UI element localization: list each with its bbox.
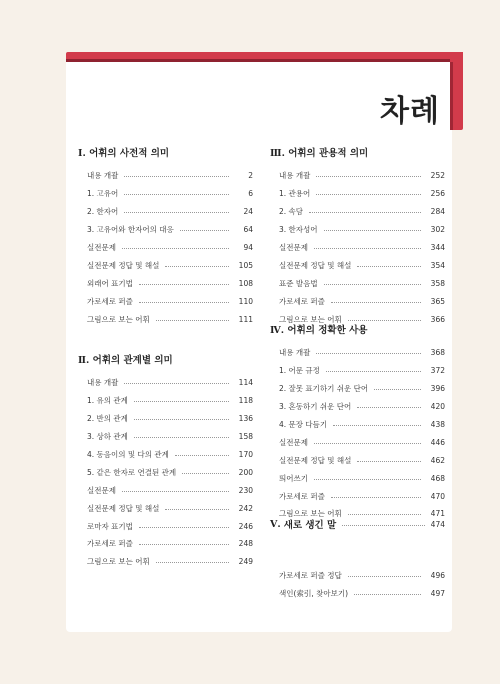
dot-leader	[124, 383, 229, 384]
dot-leader	[156, 320, 229, 321]
toc-appendix	[270, 567, 445, 603]
dot-leader	[165, 509, 229, 510]
decorative-band-shadow	[66, 59, 463, 62]
dot-leader	[316, 353, 421, 354]
toc-entry[interactable]: 실전문제 94	[87, 243, 253, 252]
dot-leader	[122, 248, 229, 249]
dot-leader	[357, 461, 421, 462]
toc-entry[interactable]: 그림으로 보는 어휘 111	[87, 314, 253, 324]
toc-entry[interactable]: 4. 문장 다듬기 438	[279, 420, 445, 429]
dot-leader	[156, 562, 229, 563]
toc-entry[interactable]: 5. 같은 한자로 연결된 관계 200	[87, 467, 253, 477]
section-heading-with-page: Ⅴ. 새로 생긴 말 474	[270, 518, 445, 531]
dot-leader	[348, 320, 421, 321]
dot-leader	[357, 407, 421, 408]
dot-leader	[316, 194, 421, 195]
dot-leader	[134, 419, 229, 420]
toc-entry[interactable]: 가로세로 퍼즐 248	[87, 539, 253, 549]
toc-entry[interactable]: 실전문제 344	[279, 243, 445, 252]
toc-section-4	[270, 322, 445, 523]
toc-entry[interactable]: 3. 혼동하기 쉬운 단어 420	[279, 402, 445, 412]
dot-leader	[342, 525, 424, 526]
section-heading: Ⅲ. 어휘의 관용적 의미	[270, 148, 369, 159]
toc-entry[interactable]: 2. 반의 관계 136	[87, 414, 253, 424]
dot-leader	[175, 455, 229, 456]
dot-leader	[180, 230, 229, 231]
toc-entry[interactable]: 내용 개괄 114	[87, 378, 253, 388]
dot-leader	[134, 401, 229, 402]
dot-leader	[314, 443, 421, 444]
dot-leader	[139, 527, 229, 528]
toc-entry[interactable]: 실전문제 정답 및 해설 105	[87, 260, 253, 270]
toc-entry[interactable]: 실전문제 230	[87, 485, 253, 495]
toc-entry[interactable]: 실전문제 446	[279, 437, 445, 447]
toc-entry[interactable]: 띄어쓰기 468	[279, 473, 445, 483]
toc-entry[interactable]: 그림으로 보는 어휘 249	[87, 557, 253, 567]
dot-leader	[333, 425, 421, 426]
dot-leader	[326, 371, 421, 372]
toc-entry[interactable]: 가로세로 퍼즐 110	[87, 296, 253, 306]
toc-entry[interactable]: 3. 고유어와 한자어의 대응 64	[87, 225, 253, 235]
dot-leader	[139, 544, 229, 545]
toc-entry[interactable]: 그림으로 보는 어휘 471	[279, 509, 445, 519]
dot-leader	[122, 491, 229, 492]
toc-entry[interactable]: 내용 개괄 2	[87, 171, 253, 181]
toc-entry[interactable]: 색인(索引, 찾아보기) 497	[279, 589, 445, 599]
dot-leader	[314, 479, 421, 480]
dot-leader	[139, 284, 229, 285]
dot-leader	[314, 248, 421, 249]
decorative-ribbon-shadow	[450, 62, 453, 130]
dot-leader	[374, 389, 421, 390]
toc-entry[interactable]: 내용 개괄 252	[279, 171, 445, 181]
dot-leader	[316, 176, 421, 177]
dot-leader	[331, 497, 421, 498]
toc-entry[interactable]: 2. 속담 284	[279, 207, 445, 217]
section-heading: Ⅳ. 어휘의 정확한 사용	[270, 325, 368, 336]
dot-leader	[331, 302, 421, 303]
toc-entry[interactable]: 실전문제 정답 및 해설 242	[87, 503, 253, 513]
section-heading: Ⅱ. 어휘의 관계별 의미	[78, 355, 173, 366]
dot-leader	[124, 176, 229, 177]
dot-leader	[134, 437, 229, 438]
toc-entry[interactable]: 1. 유의 관계 118	[87, 396, 253, 406]
toc-entry[interactable]: 내용 개괄 368	[279, 348, 445, 358]
dot-leader	[324, 284, 421, 285]
toc-entry[interactable]: 2. 잘못 표기하기 쉬운 단어 396	[279, 384, 445, 394]
toc-entry[interactable]: 가로세로 퍼즐 365	[279, 296, 445, 306]
dot-leader	[357, 266, 421, 267]
page-title: 차례	[380, 94, 440, 129]
toc-section-3	[270, 145, 445, 328]
dot-leader	[124, 212, 229, 213]
dot-leader	[124, 194, 229, 195]
toc-entry[interactable]: 그림으로 보는 어휘 366	[279, 314, 445, 324]
toc-entry[interactable]: 2. 한자어 24	[87, 207, 253, 217]
toc-entry[interactable]: 실전문제 정답 및 해설 354	[279, 260, 445, 270]
toc-entry[interactable]: 외래어 표기법 108	[87, 278, 253, 288]
toc-section-2	[78, 352, 253, 571]
toc-section-5[interactable]	[270, 517, 445, 531]
dot-leader	[182, 473, 229, 474]
toc-entry[interactable]: 1. 어문 규정 372	[279, 366, 445, 376]
toc-entry[interactable]: 가로세로 퍼즐 정답 496	[279, 571, 445, 581]
toc-entry[interactable]: 3. 한자성어 302	[279, 225, 445, 235]
toc-section-1	[78, 145, 253, 328]
section-heading: Ⅰ. 어휘의 사전적 의미	[78, 148, 170, 159]
dot-leader	[348, 514, 421, 515]
toc-entry[interactable]: 실전문제 정답 및 해설 462	[279, 455, 445, 465]
toc-entry[interactable]: 3. 상하 관계 158	[87, 432, 253, 442]
dot-leader	[165, 266, 229, 267]
toc-entry[interactable]: 4. 동음이의 및 다의 관계 170	[87, 450, 253, 459]
toc-entry[interactable]: 1. 고유어 6	[87, 189, 253, 199]
toc-entry[interactable]: 표준 발음법 358	[279, 278, 445, 288]
dot-leader	[354, 594, 421, 595]
dot-leader	[324, 230, 421, 231]
toc-entry[interactable]: 1. 관용어 256	[279, 189, 445, 199]
dot-leader	[309, 212, 421, 213]
toc-entry[interactable]: 로마자 표기법 246	[87, 521, 253, 531]
toc-entry[interactable]: 가로세로 퍼즐 470	[279, 491, 445, 501]
dot-leader	[348, 576, 421, 577]
dot-leader	[139, 302, 229, 303]
